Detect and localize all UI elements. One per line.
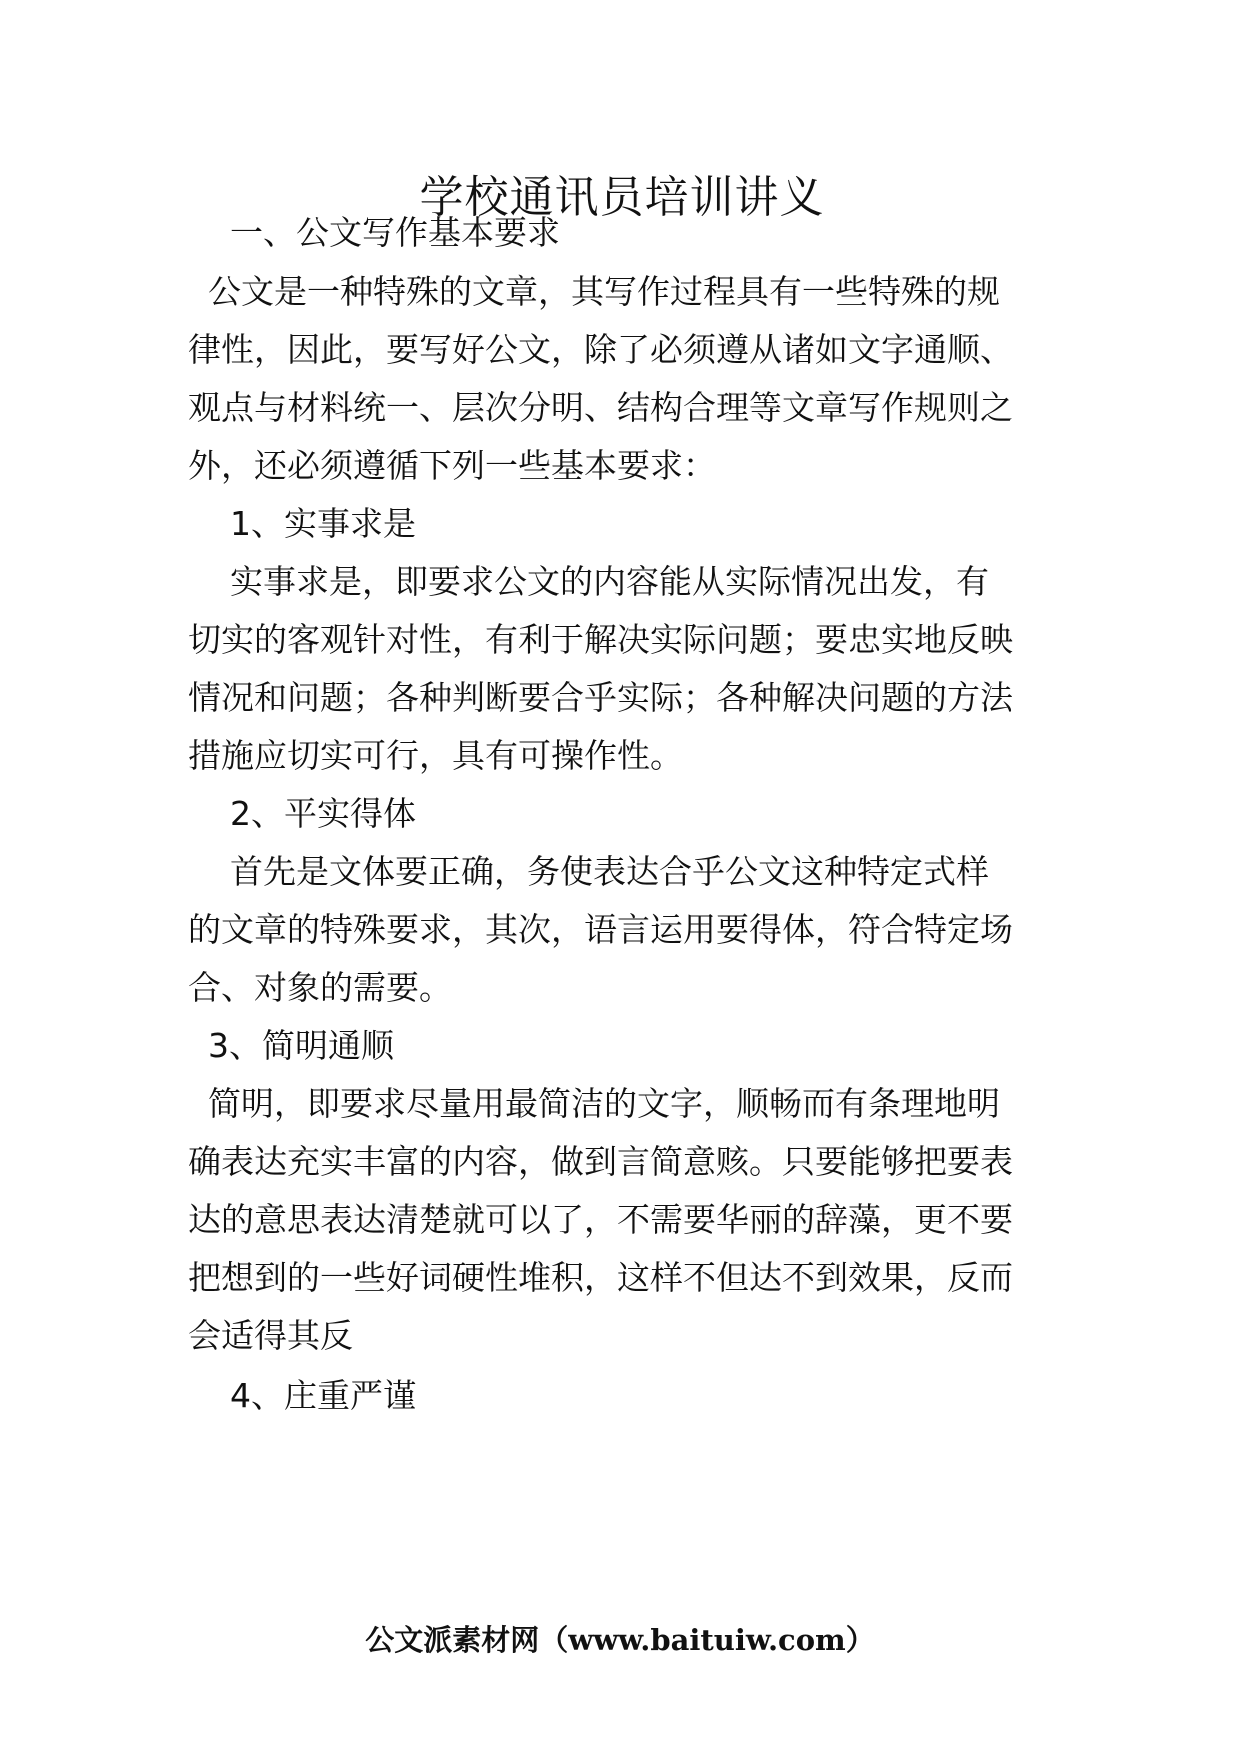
- document-title: 学校通讯员培训讲义: [419, 172, 825, 223]
- paragraph-line: 外，还必须遵循下列一些基本要求：: [188, 446, 716, 485]
- paragraph-line: 会适得其反: [188, 1316, 353, 1355]
- paragraph-line: 的文章的特殊要求，其次，语言运用要得体，符合特定场: [188, 910, 1013, 949]
- paragraph-line: 达的意思表达清楚就可以了，不需要华丽的辞藻，更不要: [188, 1200, 1013, 1239]
- page-footer: 公文派素材网（www.baituiw.com）: [365, 1623, 875, 1657]
- paragraph-line: 观点与材料统一、层次分明、结构合理等文章写作规则之: [188, 388, 1013, 427]
- paragraph-line: 把想到的一些好词硬性堆积，这样不但达不到效果，反而: [188, 1258, 1013, 1297]
- section-heading: 一、公文写作基本要求: [230, 213, 560, 252]
- paragraph-line: 切实的客观针对性，有利于解决实际问题；要忠实地反映: [188, 620, 1013, 659]
- subsection-heading: 2、平实得体: [230, 794, 416, 833]
- paragraph-line: 合、对象的需要。: [188, 968, 452, 1007]
- paragraph-line: 实事求是，即要求公文的内容能从实际情况出发，有: [230, 562, 989, 601]
- subsection-heading: 4、庄重严谨: [230, 1376, 416, 1415]
- paragraph-line: 律性，因此，要写好公文，除了必须遵从诸如文字通顺、: [188, 330, 1013, 369]
- paragraph-line: 措施应切实可行，具有可操作性。: [188, 736, 683, 775]
- subsection-heading: 3、简明通顺: [208, 1026, 394, 1065]
- paragraph-line: 情况和问题；各种判断要合乎实际；各种解决问题的方法: [188, 678, 1013, 717]
- paragraph-line: 首先是文体要正确，务使表达合乎公文这种特定式样: [230, 852, 989, 891]
- paragraph-line: 公文是一种特殊的文章，其写作过程具有一些特殊的规: [208, 272, 1000, 311]
- paragraph-line: 简明，即要求尽量用最简洁的文字，顺畅而有条理地明: [208, 1084, 1000, 1123]
- subsection-heading: 1、实事求是: [230, 504, 416, 543]
- paragraph-line: 确表达充实丰富的内容，做到言简意赅。只要能够把要表: [188, 1142, 1013, 1181]
